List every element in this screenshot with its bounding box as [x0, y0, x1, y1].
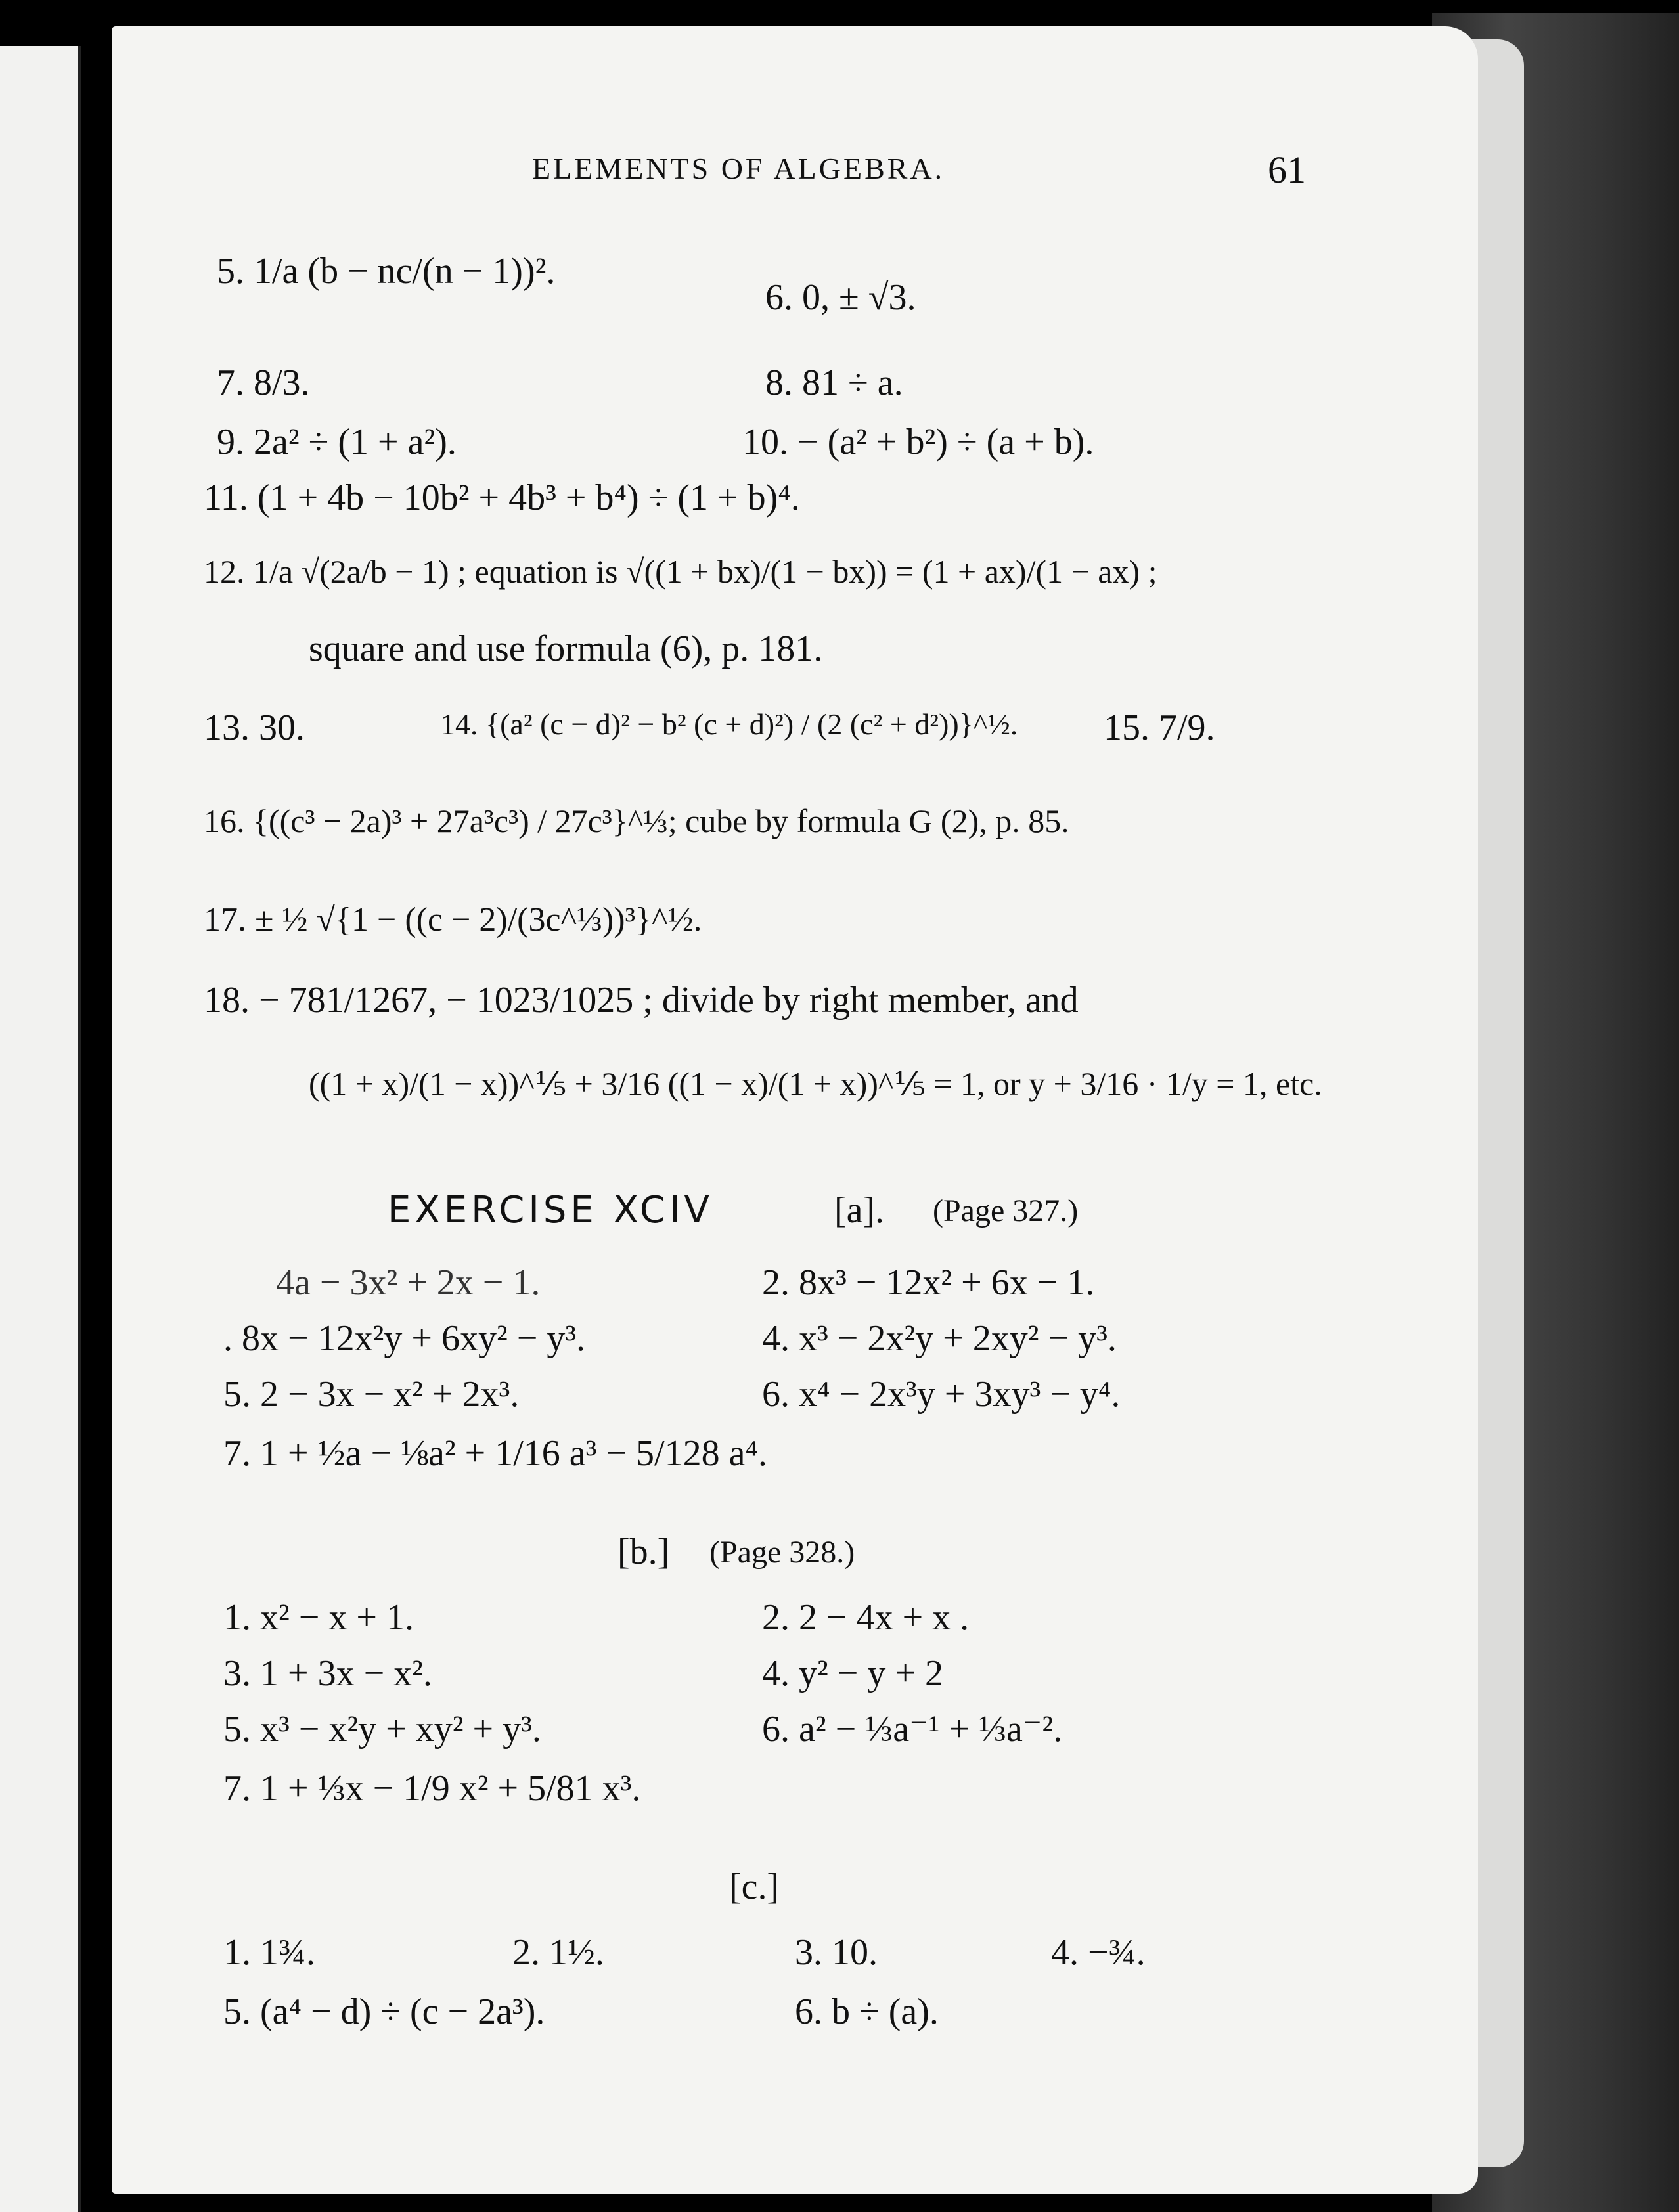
a-item-1: 4a − 3x² + 2x − 1.	[276, 1262, 541, 1303]
b-item-7: 7. 1 + ⅓x − 1/9 x² + 5/81 x³.	[223, 1768, 641, 1809]
c-item-5: 5. (a⁴ − d) ÷ (c − 2a³).	[223, 1991, 545, 2032]
b-item-1: 1. x² − x + 1.	[223, 1597, 414, 1638]
left-page-edge	[0, 46, 81, 2212]
b-item-5: 5. x³ − x²y + xy² + y³.	[223, 1709, 541, 1750]
c-item-1: 1. 1¾.	[223, 1932, 315, 1973]
c-item-3: 3. 10.	[795, 1932, 878, 1973]
answer-16: 16. {((c³ − 2a)³ + 27a³c³) / 27c³}^⅓; cube by formula G (2), p. 85.	[204, 803, 1069, 839]
c-item-4: 4. −¾.	[1051, 1932, 1146, 1973]
answer-8: 8. 81 ÷ a.	[765, 363, 903, 403]
part-a-page: (Page 327.)	[933, 1193, 1079, 1228]
exercise-heading: EXERCISE XCIV	[388, 1189, 713, 1231]
a-item-2: 2. 8x³ − 12x² + 6x − 1.	[762, 1262, 1095, 1303]
part-a-label: [a].	[834, 1190, 885, 1231]
answer-12-note: square and use formula (6), p. 181.	[309, 629, 823, 669]
a-item-7: 7. 1 + ½a − ⅛a² + 1/16 a³ − 5/128 a⁴.	[223, 1433, 767, 1474]
answer-18: 18. − 781/1267, − 1023/1025 ; divide by right member, and	[204, 980, 1079, 1021]
a-item-3: . 8x − 12x²y + 6xy² − y³.	[223, 1318, 586, 1359]
c-item-2: 2. 1½.	[512, 1932, 604, 1973]
running-head: ELEMENTS OF ALGEBRA.	[532, 152, 945, 185]
part-c-label: [c.]	[729, 1867, 780, 1907]
a-item-5: 5. 2 − 3x − x² + 2x³.	[223, 1374, 520, 1415]
answer-10: 10. − (a² + b²) ÷ (a + b).	[742, 422, 1094, 462]
answer-6: 6. 0, ± √3.	[765, 277, 916, 318]
page-number: 61	[1268, 148, 1306, 191]
answer-5: 5. 1/a (b − nc/(n − 1))².	[217, 251, 556, 292]
part-b-page: (Page 328.)	[709, 1535, 855, 1570]
a-item-6: 6. x⁴ − 2x³y + 3xy³ − y⁴.	[762, 1374, 1121, 1415]
answer-11: 11. (1 + 4b − 10b² + 4b³ + b⁴) ÷ (1 + b)⁴.	[204, 477, 800, 518]
answer-17: 17. ± ½ √{1 − ((c − 2)/(3c^⅓))³}^½.	[204, 901, 702, 939]
answer-13: 13. 30.	[204, 707, 305, 748]
book-page	[112, 26, 1478, 2194]
b-item-3: 3. 1 + 3x − x².	[223, 1653, 432, 1694]
b-item-6: 6. a² − ⅓a⁻¹ + ⅓a⁻².	[762, 1709, 1063, 1750]
b-item-2: 2. 2 − 4x + x .	[762, 1597, 970, 1638]
answer-7: 7. 8/3.	[217, 363, 310, 403]
answer-18-equation: ((1 + x)/(1 − x))^⅕ + 3/16 ((1 − x)/(1 + x))^⅕ = 1, or y + 3/16 · 1/y = 1, etc.	[309, 1065, 1322, 1102]
a-item-4: 4. x³ − 2x²y + 2xy² − y³.	[762, 1318, 1117, 1359]
answer-9: 9. 2a² ÷ (1 + a²).	[217, 422, 457, 462]
c-item-6: 6. b ÷ (a).	[795, 1991, 939, 2032]
part-b-label: [b.]	[617, 1532, 670, 1572]
b-item-4: 4. y² − y + 2	[762, 1653, 943, 1694]
answer-12: 12. 1/a √(2a/b − 1) ; equation is √((1 + bx)/(1 − bx)) = (1 + ax)/(1 − ax) ;	[204, 553, 1157, 590]
answer-14: 14. {(a² (c − d)² − b² (c + d)²) / (2 (c² + d²))}^½.	[440, 707, 1018, 741]
answer-15: 15. 7/9.	[1104, 707, 1215, 748]
